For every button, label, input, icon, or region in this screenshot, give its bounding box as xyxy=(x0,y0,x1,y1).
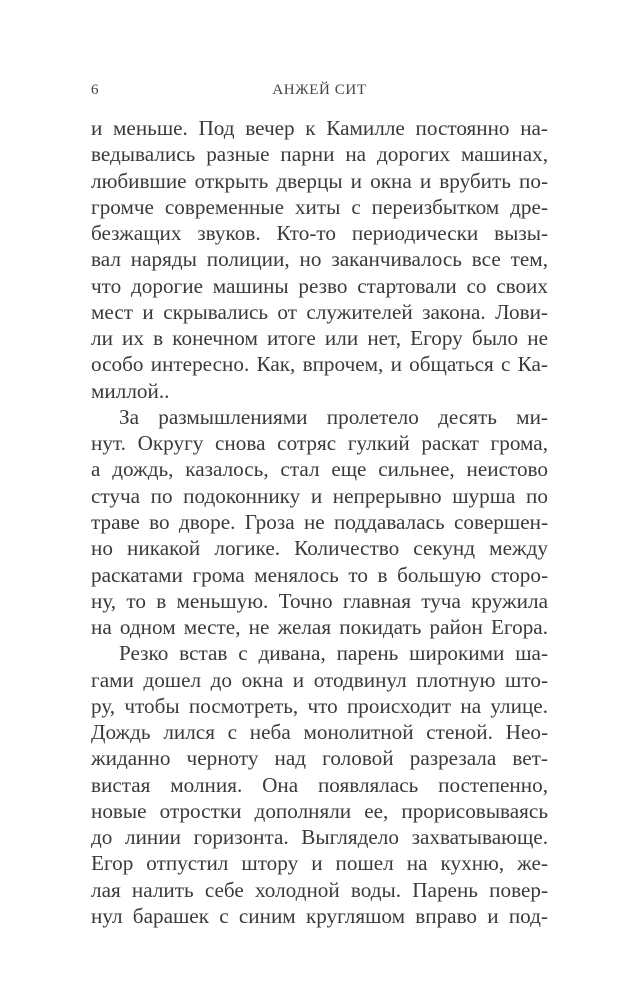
text-line: Дождь лился с неба монолитной стеной. Нео- xyxy=(91,720,548,745)
text-line: на одном месте, не желая покидать район Егора. xyxy=(91,615,548,640)
paragraph xyxy=(91,640,548,929)
text-line: новые отростки дополняли ее, прорисовываясь xyxy=(91,798,548,823)
paragraph xyxy=(91,115,548,404)
text-line: ру, чтобы посмотреть, что происходит на улице. xyxy=(91,693,548,718)
text-line: Резко встав с дивана, парень широкими ша- xyxy=(119,641,548,666)
text-line: За размышлениями пролетело десять ми- xyxy=(119,404,548,429)
text-line: а дождь, казалось, стал еще сильнее, неистово xyxy=(91,457,548,482)
running-head-author: АНЖЕЙ СИТ xyxy=(272,82,367,98)
text-line: до линии горизонта. Выглядело захватывающе. xyxy=(91,825,548,850)
text-line: стуча по подоконнику и непрерывно шурша по xyxy=(91,483,548,508)
text-line: лая налить себе холодной воды. Парень повер- xyxy=(91,877,548,902)
paragraph xyxy=(91,404,548,640)
text-line: жиданно черноту над головой разрезала вет- xyxy=(91,746,548,771)
text-line: гами дошел до окна и отодвинул плотную што- xyxy=(91,667,548,692)
text-line: ли их в конечном итоге или нет, Егору было не xyxy=(91,326,548,351)
text-line: Егор отпустил штору и пошел на кухню, же- xyxy=(91,851,548,876)
text-line: ну, то в меньшую. Точно главная туча кружила xyxy=(91,588,548,613)
page-number: 6 xyxy=(91,82,99,98)
text-line: вал наряды полиции, но заканчивалось все тем, xyxy=(91,247,548,272)
text-line: траве во дворе. Гроза не поддавалась совершен- xyxy=(91,509,548,534)
text-line: особо интересно. Как, впрочем, и общаться с Ка- xyxy=(91,352,548,377)
text-line: но никакой логике. Количество секунд между xyxy=(91,536,548,561)
text-line: вистая молния. Она появлялась постепенно, xyxy=(91,772,548,797)
text-line: любившие открыть дверцы и окна и врубить по- xyxy=(91,168,548,193)
text-line: и меньше. Под вечер к Камилле постоянно на- xyxy=(91,116,548,140)
text-line: миллой.. xyxy=(91,378,170,403)
text-line: ведывались разные парни на дорогих машинах, xyxy=(91,142,548,167)
text-line: безжащих звуков. Кто-то периодически вызы- xyxy=(91,221,548,246)
text-line: нут. Округу снова сотряс гулкий раскат грома, xyxy=(91,431,548,456)
text-line: что дорогие машины резво стартовали со своих xyxy=(91,273,548,298)
text-line: мест и скрывались от служителей закона. Лови- xyxy=(91,299,548,324)
body-text xyxy=(91,115,548,929)
text-line: раскатами грома менялось то в большую сторо- xyxy=(91,562,548,587)
running-head xyxy=(91,80,548,102)
text-line: громче современные хиты с переизбытком дре- xyxy=(91,194,548,219)
text-line: нул барашек с синим кругляшом вправо и под- xyxy=(91,903,548,928)
